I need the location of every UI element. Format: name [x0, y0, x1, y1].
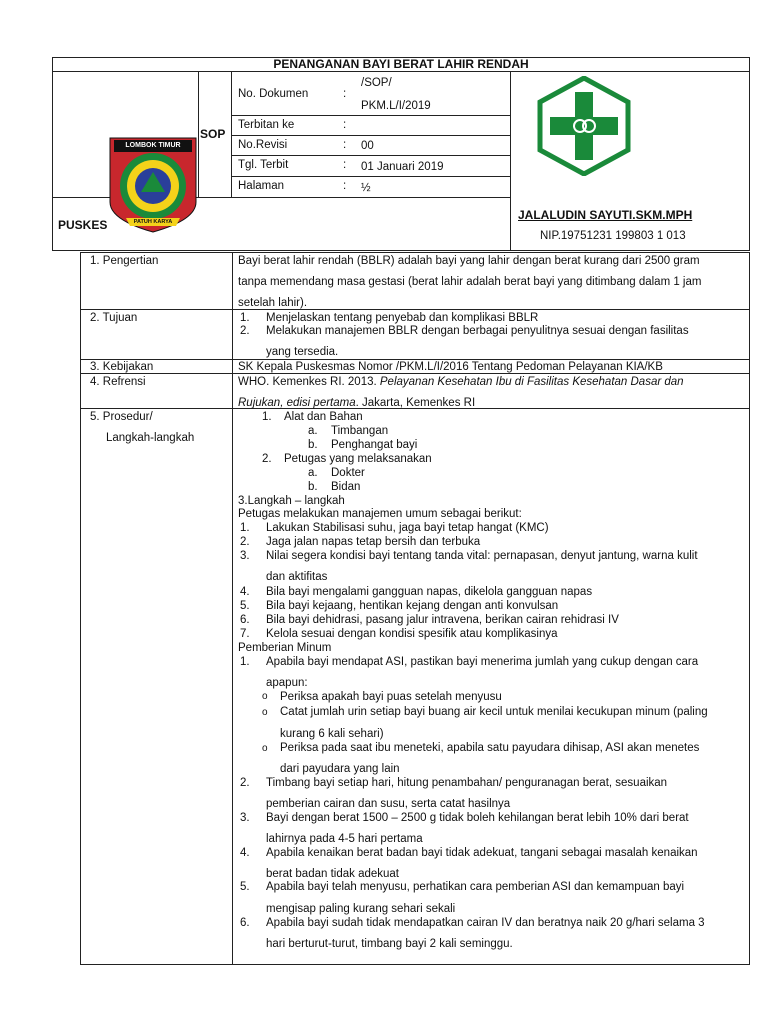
- field-value-no-dokumen: /SOP/: [361, 77, 392, 89]
- field-sep: :: [343, 88, 347, 100]
- puskesmas-label: PUSKES: [58, 218, 108, 232]
- alat-item: Penghangat bayi: [331, 439, 418, 451]
- bullet-mark: o: [262, 691, 268, 702]
- minum-text: Bayi dengan berat 1500 – 2500 g tidak boleh kehilangan berat lebih 10% dari berat: [266, 812, 689, 824]
- minum-num: 6.: [240, 917, 250, 929]
- tujuan-text: Melakukan manajemen BBLR dengan berbagai penyulitnya sesuai dengan fasilitas: [266, 325, 689, 337]
- manajemen-text: Bila bayi mengalami gangguan napas, dikelola gangguan napas: [266, 586, 593, 598]
- alat-item: Timbangan: [331, 425, 389, 437]
- tujuan-num: 1.: [240, 312, 250, 324]
- puskesmas-logo: [536, 76, 632, 176]
- tujuan-text: Menjelaskan tentang penyebab dan komplikasi BBLR: [266, 312, 539, 324]
- minum-text: Apabila kenaikan berat badan bayi tidak adekuat, tangani sebagai masalah kenaikan: [266, 847, 698, 859]
- divider: [231, 176, 510, 177]
- row-label-tujuan: 2. Tujuan: [90, 312, 138, 324]
- minum-num: 5.: [240, 881, 250, 893]
- signatory-name: JALALUDIN SAYUTI.SKM.MPH: [518, 208, 693, 222]
- minum-text: Apabila bayi sudah tidak mendapatkan cairan IV dan beratnya naik 20 g/hari selama 3: [266, 917, 705, 929]
- field-sep: :: [343, 119, 347, 131]
- field-value-revisi: 00: [361, 140, 374, 152]
- field-value-tgl-terbit: 01 Januari 2019: [361, 161, 444, 173]
- referensi-part-4: . Jakarta, Kemenkes RI: [355, 397, 476, 409]
- manajemen-num: 5.: [240, 600, 250, 612]
- row-label-referensi: 4. Refrensi: [90, 376, 146, 388]
- bullet-text: Periksa apakah bayi puas setelah menyusu: [280, 691, 502, 703]
- minum-num: 2.: [240, 777, 250, 789]
- alat-item-num: a.: [308, 425, 318, 437]
- divider: [231, 135, 510, 136]
- pengertian-line: tanpa memendang masa gestasi (berat lahir adalah berat bayi yang ditimbang dalam 1 jam: [238, 276, 702, 288]
- field-value-halaman: ½: [361, 182, 371, 194]
- field-sep: :: [343, 180, 347, 192]
- petugas-item-num: a.: [308, 467, 318, 479]
- manajemen-text: Nilai segera kondisi bayi tentang tanda vital: pernapasan, denyut jantung, warna kulit: [266, 550, 698, 562]
- petugas-item-num: b.: [308, 481, 318, 493]
- field-label-halaman: Halaman: [238, 180, 285, 192]
- minum-num: 1.: [240, 656, 250, 668]
- minum-text: apapun:: [266, 677, 308, 689]
- emblem-text-bottom: PATUH KARYA: [133, 219, 173, 225]
- manajemen-text: Jaga jalan napas tetap bersih dan terbuka: [266, 536, 481, 548]
- manajemen-text: Bila bayi kejaang, hentikan kejang dengan anti konvulsan: [266, 600, 559, 612]
- row-label-prosedur: 5. Prosedur/: [90, 411, 153, 423]
- field-label-no-dokumen: No. Dokumen: [238, 88, 309, 100]
- referensi-part-2: Pelayanan Kesehatan Ibu di Fasilitas Kesehatan Dasar dan: [379, 376, 684, 388]
- referensi-part-1: WHO. Kemenkes RI. 2013.: [238, 376, 380, 388]
- minum-text: Apabila bayi mendapat ASI, pastikan bayi menerima jumlah yang cukup dengan cara: [266, 656, 699, 668]
- referensi-part-3: Rujukan, edisi pertama: [238, 397, 356, 409]
- referensi-line-1: [238, 375, 684, 389]
- bullet-text: kurang 6 kali sehari): [280, 728, 384, 740]
- minum-text: lahirnya pada 4-5 hari pertama: [266, 833, 423, 845]
- petugas-item: Bidan: [331, 481, 361, 493]
- manajemen-num: 6.: [240, 614, 250, 626]
- manajemen-num: 4.: [240, 586, 250, 598]
- row-label-pengertian: 1. Pengertian: [90, 255, 159, 267]
- field-label-terbitan: Terbitan ke: [238, 119, 295, 131]
- bullet-mark: o: [262, 743, 268, 754]
- minum-text: berat badan tidak adekuat: [266, 868, 399, 880]
- manajemen-num: 7.: [240, 628, 250, 640]
- lombok-timur-emblem: [106, 134, 200, 234]
- document-title: PENANGANAN BAYI BERAT LAHIR RENDAH: [273, 57, 529, 71]
- minum-text: pemberian cairan dan susu, serta catat hasilnya: [266, 798, 511, 810]
- bullet-text: Periksa pada saat ibu meneteki, apabila satu payudara dihisap, ASI akan menetes: [280, 742, 700, 754]
- petugas-item: Dokter: [331, 467, 365, 479]
- minum-text: Apabila bayi telah menyusu, perhatikan cara pemberian ASI dan kemampuan bayi: [266, 881, 685, 893]
- manajemen-text: Kelola sesuai dengan kondisi spesifik atau komplikasinya: [266, 628, 558, 640]
- emblem-text-top: LOMBOK TIMUR: [125, 142, 181, 149]
- minum-text: hari berturut-turut, timbang bayi 2 kali seminggu.: [266, 938, 513, 950]
- field-value-no-dokumen-2: PKM.L/I/2019: [361, 100, 431, 112]
- manajemen-text: dan aktifitas: [266, 571, 328, 583]
- pengertian-line: Bayi berat lahir rendah (BBLR) adalah bayi yang lahir dengan berat kurang dari 2500 gram: [238, 255, 700, 267]
- field-label-tgl-terbit: Tgl. Terbit: [238, 159, 289, 171]
- alat-num: 1.: [262, 411, 272, 423]
- signatory-nip: NIP.19751231 199803 1 013: [540, 230, 686, 242]
- field-sep: :: [343, 159, 347, 171]
- langkah-title: 3.Langkah – langkah: [238, 495, 345, 507]
- divider: [231, 155, 510, 156]
- divider: [510, 71, 511, 251]
- manajemen-text: Lakukan Stabilisasi suhu, jaga bayi tetap hangat (KMC): [266, 522, 549, 534]
- divider: [231, 71, 232, 197]
- tujuan-num: 2.: [240, 325, 250, 337]
- bullet-text: Catat jumlah urin setiap bayi buang air kecil untuk menilai kecukupan minum (paling: [280, 706, 708, 718]
- field-sep: :: [343, 139, 347, 151]
- row-label-prosedur-2: Langkah-langkah: [106, 432, 195, 444]
- minum-text: mengisap paling kurang sehari sekali: [266, 903, 456, 915]
- pengertian-line: setelah lahir).: [238, 297, 308, 309]
- tujuan-text: yang tersedia.: [266, 346, 339, 358]
- manajemen-intro: Petugas melakukan manajemen umum sebagai berikut:: [238, 508, 522, 520]
- manajemen-text: Bila bayi dehidrasi, pasang jalur intravena, berikan cairan rehidrasi IV: [266, 614, 619, 626]
- minum-text: Timbang bayi setiap hari, hitung penambahan/ penguranagan berat, sesuaikan: [266, 777, 668, 789]
- alat-title: Alat dan Bahan: [284, 411, 363, 423]
- petugas-title: Petugas yang melaksanakan: [284, 453, 432, 465]
- sop-label: SOP: [200, 127, 226, 141]
- divider: [231, 115, 510, 116]
- field-label-revisi: No.Revisi: [238, 139, 288, 151]
- alat-item-num: b.: [308, 439, 318, 451]
- row-divider: [80, 309, 750, 310]
- kebijakan-text: SK Kepala Puskesmas Nomor /PKM.L/I/2016 Tentang Pedoman Pelayanan KIA/KB: [238, 361, 663, 373]
- minum-num: 3.: [240, 812, 250, 824]
- referensi-line-2: [238, 396, 475, 410]
- manajemen-num: 2.: [240, 536, 250, 548]
- manajemen-num: 3.: [240, 550, 250, 562]
- manajemen-num: 1.: [240, 522, 250, 534]
- row-label-kebijakan: 3. Kebijakan: [90, 361, 154, 373]
- bullet-text: dari payudara yang lain: [280, 763, 400, 775]
- minum-num: 4.: [240, 847, 250, 859]
- petugas-num: 2.: [262, 453, 272, 465]
- minum-title: Pemberian Minum: [238, 642, 332, 654]
- bullet-mark: o: [262, 707, 268, 718]
